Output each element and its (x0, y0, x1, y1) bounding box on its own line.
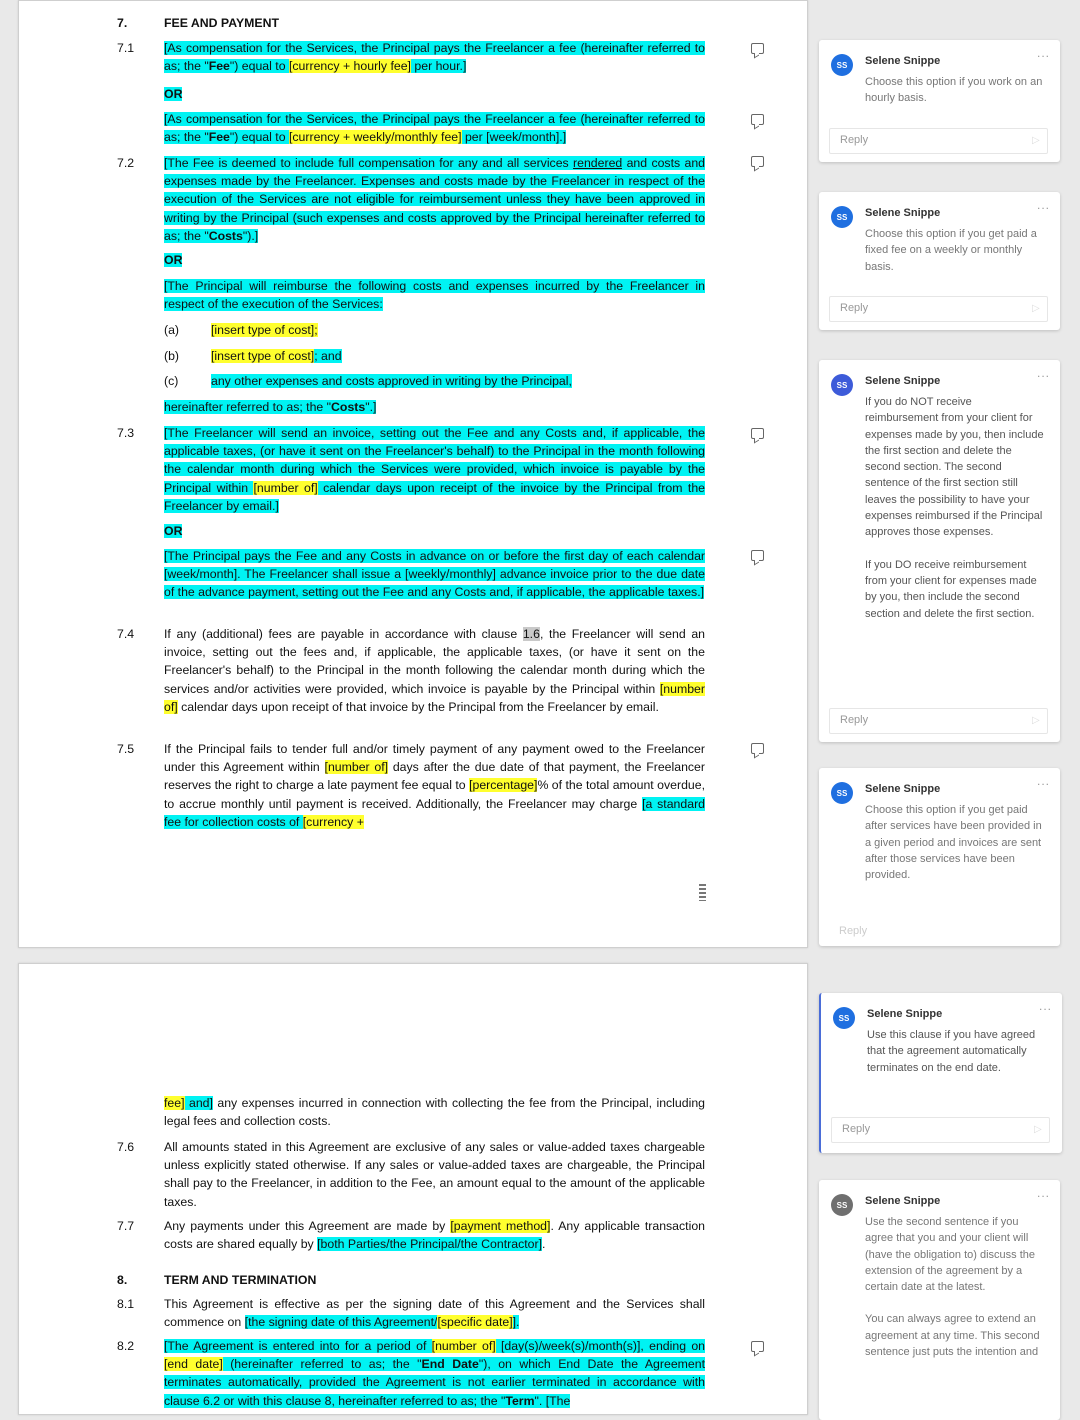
clause-8-1[interactable]: This Agreement is effective as per the signing date of this Agreement and the Services shall commence on [the signing date of this Agreement/[specific date]]. (164, 1297, 705, 1330)
more-options-icon[interactable]: ... (1036, 1186, 1050, 1200)
clause-8-2[interactable]: [The Agreement is entered into for a period of [number of] [day(s)/week(s)/month(s)], ending on [end date] (hereinafter referred to as; the "End Date"), on which End Date the Agreement terminates automatically, provided the Agreement is not earlier terminated in accordance with clause 6.2 or with this clause 8, hereinafter referred to as; the "Term". [The (164, 1339, 706, 1408)
reply-input[interactable]: Reply ▷ (831, 1117, 1050, 1143)
send-icon[interactable]: ▷ (1034, 1124, 1042, 1135)
comment-author: Selene Snippe (867, 1008, 943, 1020)
list-label: (c) (164, 374, 179, 388)
list-label: (b) (164, 349, 180, 363)
more-options-icon[interactable]: ... (1038, 999, 1052, 1013)
comment-card[interactable] (819, 40, 1060, 162)
section-number: 8. (117, 1273, 128, 1287)
comment-author: Selene Snippe (865, 1195, 941, 1207)
comment-card[interactable] (819, 360, 1060, 742)
comment-text: Choose this option if you get paid a fixed fee on a weekly or monthly basis. (865, 228, 1037, 273)
more-options-icon[interactable]: ... (1036, 366, 1050, 380)
clause-7-2-alt-tail[interactable]: hereinafter referred to as; the "Costs".] (164, 400, 377, 414)
more-options-icon[interactable]: ... (1036, 198, 1050, 212)
list-item[interactable]: [insert type of cost]; (211, 323, 318, 337)
list-item[interactable]: [insert type of cost]; and (211, 349, 342, 363)
comment-text: If you do NOT receive reimbursement from your client for expenses made by you, then include the first section and delete the second section. The second sentence of the first section still leaves the possibility to have your expenses reimbursed if the Principal approves those expenses. If you DO receive reimbursement from your client for expenses made by you, then include the second section and delete the first section. (865, 396, 1044, 620)
clause-number: 7.5 (117, 742, 135, 756)
page-break-marker (699, 884, 706, 901)
avatar: SS (831, 374, 853, 396)
or-separator: OR (164, 87, 183, 101)
clause-number: 8.1 (117, 1297, 135, 1311)
avatar: SS (833, 1007, 855, 1029)
clause-number: 7.4 (117, 627, 135, 641)
clause-7-7[interactable]: Any payments under this Agreement are made by [payment method]. Any applicable transaction costs are shared equally by [both Parties/the Principal/the Contractor]. (164, 1219, 705, 1252)
clause-number: 8.2 (117, 1339, 135, 1353)
comment-author: Selene Snippe (865, 55, 941, 67)
clause-number: 7.6 (117, 1140, 135, 1154)
more-options-icon[interactable]: ... (1036, 774, 1050, 788)
clause-number: 7.7 (117, 1219, 135, 1233)
send-icon[interactable]: ▷ (1032, 715, 1040, 726)
clause-7-2[interactable]: [The Fee is deemed to include full compensation for any and all services rendered and costs and expenses made by the Freelancer. Expenses and costs made by the Freelancer in respect of the execution of the Services are not eligible for reimbursement unless they have been approved in writing by the Principal (such expenses and costs approved by the Principal hereinafter referred to as; the "Costs").] (164, 156, 705, 243)
clause-7-3-alt[interactable]: [The Principal pays the Fee and any Costs in advance on or before the first day of each calendar [week/month]. The Freelancer shall issue a [weekly/monthly] advance invoice prior to the due date of the advance payment, setting out the Fee and any Costs and, if applicable, the applicable taxes.] (164, 549, 705, 600)
avatar: SS (831, 1194, 853, 1216)
reply-input[interactable]: Reply ▷ (829, 708, 1048, 734)
document-page-2 (18, 963, 808, 1415)
clause-7-1-alt[interactable]: [As compensation for the Services, the Principal pays the Freelancer a fee (hereinafter referred to as; the "Fee") equal to [currency + weekly/monthly fee] per [week/month].] (164, 112, 705, 145)
comment-author: Selene Snippe (865, 207, 941, 219)
clause-7-5[interactable]: If the Principal fails to tender full and/or timely payment of any payment owed to the Freelancer under this Agreement within [number of] days after the due date of that payment, the Freelancer reserves the right to charge a late payment fee equal to [percentage]% of the total amount overdue, to accrue monthly until payment is received. Additionally, the Freelancer may charge [a standard fee for collection costs of [currency + (164, 742, 705, 829)
clause-7-3[interactable]: [The Freelancer will send an invoice, setting out the Fee and any Costs and, if applicable, the applicable taxes, (or have it sent on the Freelancer's behalf) to the Principal in the month following the calendar month during which the Services were provided, which invoice is payable by the Principal within [number of] calendar days upon receipt of the invoice by the Principal from the Freelancer by email.] (164, 426, 705, 513)
list-item[interactable]: any other expenses and costs approved in writing by the Principal, (211, 374, 572, 388)
comment-card[interactable] (819, 1180, 1060, 1420)
comment-text: Use this clause if you have agreed that the agreement automatically terminates on the end date. (867, 1029, 1036, 1074)
send-icon[interactable]: ▷ (1032, 135, 1040, 146)
comment-card[interactable] (819, 192, 1060, 330)
avatar: SS (831, 782, 853, 804)
clause-7-6[interactable]: All amounts stated in this Agreement are exclusive of any sales or value-added taxes chargeable unless explicitly stated otherwise. If any sales or value-added taxes are chargeable, the Principal shall pay to the Freelancer, in addition to the Fee, an amount equal to the amount of the applicable taxes. (164, 1140, 705, 1209)
comment-icon[interactable] (751, 156, 764, 167)
comment-text: Choose this option if you get paid after services have been provided in a given period and invoices are sent after those services have been provided. (865, 804, 1042, 882)
comment-author: Selene Snippe (865, 375, 941, 387)
comment-card[interactable] (819, 768, 1060, 946)
comment-icon[interactable] (751, 550, 764, 561)
section-title: FEE AND PAYMENT (164, 16, 280, 30)
list-label: (a) (164, 323, 180, 337)
or-separator: OR (164, 524, 183, 538)
avatar: SS (831, 206, 853, 228)
reply-input[interactable]: Reply ▷ (829, 128, 1048, 154)
clause-7-4[interactable]: If any (additional) fees are payable in accordance with clause 1.6, the Freelancer will send an invoice, setting out the fees and, if applicable, the applicable taxes, (or have it sent on the Freelancer's behalf) to the Principal in the month following the calendar month during which the services and/or activities were provided, which invoice is payable by the Principal within [number of] calendar days upon receipt of that invoice by the Principal from the Freelancer by email. (164, 627, 706, 714)
comment-icon[interactable] (751, 428, 764, 439)
comment-icon[interactable] (751, 743, 764, 754)
comment-icon[interactable] (751, 1341, 764, 1352)
clause-number: 7.2 (117, 156, 135, 170)
section-number: 7. (117, 16, 128, 30)
avatar: SS (831, 54, 853, 76)
more-options-icon[interactable]: ... (1036, 46, 1050, 60)
clause-7-5-continued[interactable]: fee] and] any expenses incurred in connection with collecting the fee from the Principal, including legal fees and collection costs. (164, 1096, 705, 1129)
document-page-1 (18, 0, 808, 948)
comment-icon[interactable] (751, 43, 764, 54)
comment-author: Selene Snippe (865, 783, 941, 795)
section-title: TERM AND TERMINATION (164, 1273, 317, 1287)
clause-number: 7.3 (117, 426, 135, 440)
send-icon[interactable]: ▷ (1032, 303, 1040, 314)
clause-number: 7.1 (117, 41, 135, 55)
comment-text: Use the second sentence if you agree that you and your client will (have the obligation to) discuss the extension of the agreement by a certain date at the latest. You can always agree to extend an agreement at any time. This second sentence just puts the intention and (865, 1216, 1040, 1359)
reply-input[interactable]: Reply (839, 925, 868, 937)
comment-text: Choose this option if you work on an hourly basis. (865, 76, 1043, 105)
clause-7-2-alt[interactable]: [The Principal will reimburse the following costs and expenses incurred by the Freelancer in respect of the execution of the Services: (164, 279, 705, 312)
or-separator: OR (164, 253, 183, 267)
comment-card-active[interactable] (819, 993, 1062, 1153)
reply-input[interactable]: Reply ▷ (829, 296, 1048, 322)
clause-7-1[interactable]: [As compensation for the Services, the Principal pays the Freelancer a fee (hereinafter referred to as; the "Fee") equal to [currency + hourly fee] per hour.] (164, 41, 705, 74)
comment-icon[interactable] (751, 114, 764, 125)
